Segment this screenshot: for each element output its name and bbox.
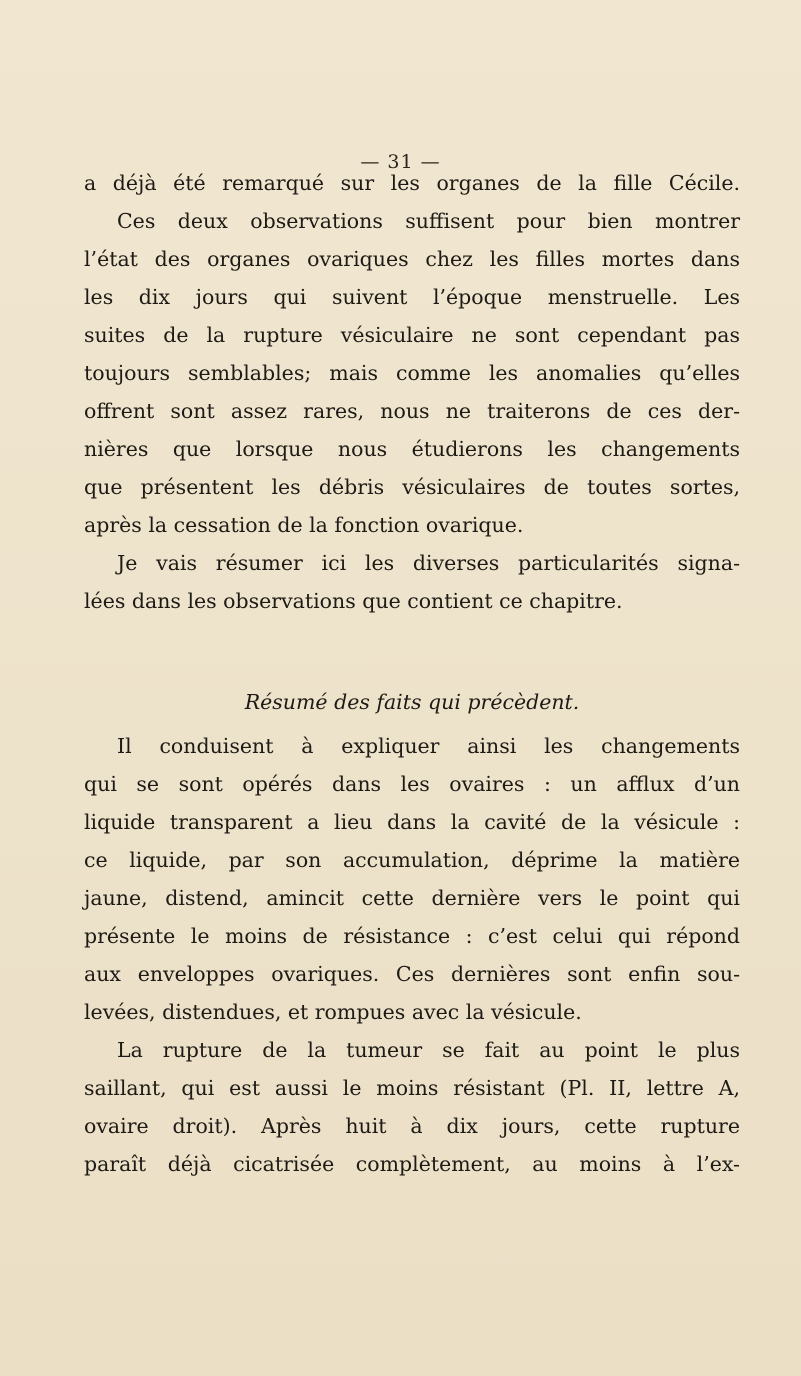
text-line: offrent sont assez rares, nous ne traiterons de ces der-: [84, 399, 740, 423]
text-line: levées, distendues, et rompues avec la vésicule.: [84, 1000, 582, 1024]
text-line: jaune, distend, amincit cette dernière vers le point qui: [84, 886, 740, 910]
page-number: — 31 —: [360, 151, 441, 173]
text-line: nières que lorsque nous étudierons les changements: [84, 437, 740, 461]
text-line: présente le moins de résistance : c’est celui qui répond: [84, 924, 740, 948]
text-line: lées dans les observations que contient ce chapitre.: [84, 589, 623, 613]
text-line: les dix jours qui suivent l’époque menstruelle. Les: [84, 285, 740, 309]
text-line: après la cessation de la fonction ovarique.: [84, 513, 524, 537]
text-line: suites de la rupture vésiculaire ne sont cependant pas: [84, 323, 740, 347]
text-line: paraît déjà cicatrisée complètement, au moins à l’ex-: [84, 1152, 740, 1176]
text-line: Je vais résumer ici les diverses particularités signa-: [117, 551, 740, 575]
text-line: saillant, qui est aussi le moins résistant (Pl. II, lettre A,: [84, 1076, 740, 1100]
text-line: a déjà été remarqué sur les organes de la fille Cécile.: [84, 171, 740, 195]
text-line: Ces deux observations suffisent pour bien montrer: [117, 209, 740, 233]
paragraph-summary: [84, 727, 740, 1183]
text-line: aux enveloppes ovariques. Ces dernières sont enfin sou-: [84, 962, 740, 986]
text-line: La rupture de la tumeur se fait au point le plus: [117, 1038, 740, 1062]
text-line: ovaire droit). Après huit à dix jours, cette rupture: [84, 1114, 740, 1138]
text-line: liquide transparent a lieu dans la cavité de la vésicule :: [84, 810, 740, 834]
text-line: que présentent les débris vésiculaires de toutes sortes,: [84, 475, 740, 499]
section-heading: Résumé des faits qui précèdent.: [244, 690, 580, 714]
paragraph-intro: [84, 164, 740, 620]
text-line: ce liquide, par son accumulation, déprime la matière: [84, 848, 740, 872]
text-line: qui se sont opérés dans les ovaires : un afflux d’un: [84, 772, 740, 796]
text-line: l’état des organes ovariques chez les filles mortes dans: [84, 247, 740, 271]
text-line: toujours semblables; mais comme les anomalies qu’elles: [84, 361, 740, 385]
text-line: Il conduisent à expliquer ainsi les changements: [117, 734, 740, 758]
